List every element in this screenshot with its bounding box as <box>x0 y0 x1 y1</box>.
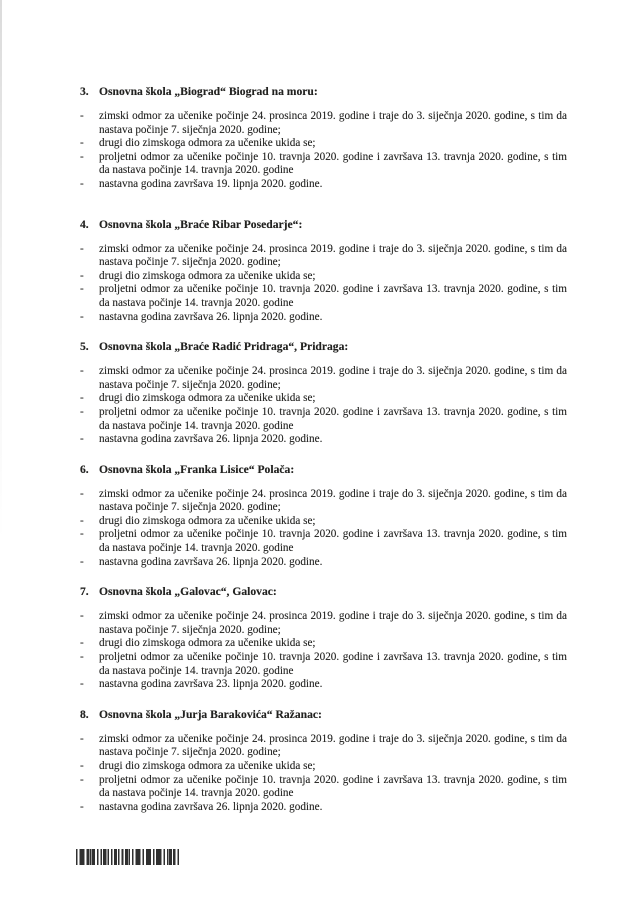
bullet-dash: - <box>80 610 84 623</box>
bullet-dash: - <box>80 310 84 323</box>
bullet-list <box>80 610 567 692</box>
bullet-item <box>80 774 567 801</box>
school-title: Osnovna škola „Franka Lisice“ Polača: <box>99 462 295 476</box>
bullet-text: zimski odmor za učenike počinje 24. prosinca 2019. godine i traje do 3. siječnja 2020. godine, s tim da nastava počinje 7. siječnja 2020. godine; <box>99 242 567 269</box>
bullet-item <box>80 801 567 815</box>
barcode-image <box>76 849 180 865</box>
bullet-text: drugi dio zimskoga odmora za učenike ukida se; <box>99 514 316 527</box>
bullet-text: proljetni odmor za učenike počinje 10. travnja 2020. godine i završava 13. travnja 2020. godine, s tim da nastava počinje 14. travnja 2020. godine <box>99 405 567 432</box>
bullet-text: proljetni odmor za učenike počinje 10. travnja 2020. godine i završava 13. travnja 2020. godine, s tim da nastava počinje 14. travnja 2020. godine <box>99 651 567 677</box>
bullet-text: nastavna godina završava 19. lipnja 2020. godine. <box>99 177 323 190</box>
school-number: 7. <box>80 585 89 599</box>
bullet-dash: - <box>80 433 84 446</box>
bullet-text: zimski odmor za učenike počinje 24. prosinca 2019. godine i traje do 3. siječnja 2020. godine, s tim da nastava počinje 7. siječnja 2020. godine; <box>99 110 567 136</box>
bullet-list <box>80 110 567 192</box>
bullet-item <box>80 733 567 760</box>
bullet-dash: - <box>80 242 84 255</box>
school-title: Osnovna škola „Jurja Barakovića“ Ražanac: <box>99 707 322 721</box>
bullet-item <box>80 243 567 270</box>
bullet-item <box>80 406 567 433</box>
school-title: Osnovna škola „Braće Ribar Posedarje“: <box>99 217 303 231</box>
bullet-text: zimski odmor za učenike počinje 24. prosinca 2019. godine i traje do 3. siječnja 2020. godine, s tim da nastava počinje 7. siječnja 2020. godine; <box>99 365 567 391</box>
bullet-item <box>80 283 567 310</box>
bullet-dash: - <box>80 637 84 650</box>
bullet-dash: - <box>80 487 84 500</box>
bullet-dash: - <box>80 269 84 282</box>
bullet-item <box>80 610 567 637</box>
school-section-6 <box>80 463 567 570</box>
bullet-item <box>80 637 567 651</box>
bullet-dash: - <box>80 137 84 150</box>
school-heading <box>80 85 567 98</box>
bullet-item <box>80 137 567 151</box>
bullet-text: nastavna godina završava 26. lipnja 2020. godine. <box>99 555 323 568</box>
school-section-3 <box>80 85 567 192</box>
bullet-dash: - <box>80 555 84 568</box>
bullet-item <box>80 178 567 192</box>
bullet-item <box>80 528 567 555</box>
bullet-text: nastavna godina završava 26. lipnja 2020. godine. <box>99 310 323 323</box>
bullet-item <box>80 760 567 774</box>
bullet-dash: - <box>80 110 84 122</box>
bullet-dash: - <box>80 392 84 405</box>
bullet-dash: - <box>80 760 84 772</box>
bullet-item <box>80 110 567 137</box>
bullet-item <box>80 515 567 529</box>
bullet-item <box>80 365 567 392</box>
bullet-list <box>80 733 567 815</box>
bullet-text: nastavna godina završava 23. lipnja 2020. godine. <box>99 678 323 691</box>
school-heading <box>80 218 567 231</box>
bullet-text: drugi dio zimskoga odmora za učenike ukida se; <box>99 637 316 650</box>
school-title: Osnovna škola „Biograd“ Biograd na moru: <box>99 85 318 98</box>
bullet-item <box>80 556 567 570</box>
bullet-text: proljetni odmor za učenike počinje 10. travnja 2020. godine i završava 13. travnja 2020. godine, s tim da nastava počinje 14. travnja 2020. godine <box>99 773 567 800</box>
school-title: Osnovna škola „Galovac“, Galovac: <box>99 585 277 599</box>
school-number: 4. <box>80 217 89 231</box>
bullet-dash: - <box>80 773 84 786</box>
bullet-dash: - <box>80 528 84 541</box>
school-section-7 <box>80 585 567 692</box>
school-number: 3. <box>80 85 89 98</box>
bullet-dash: - <box>80 365 84 378</box>
bullet-list <box>80 365 567 447</box>
school-number: 6. <box>80 462 89 476</box>
bullet-dash: - <box>80 405 84 418</box>
bullet-text: zimski odmor za učenike počinje 24. prosinca 2019. godine i traje do 3. siječnja 2020. godine, s tim da nastava počinje 7. siječnja 2020. godine; <box>99 487 567 514</box>
bullet-item <box>80 488 567 515</box>
bullet-dash: - <box>80 800 84 813</box>
school-section-5 <box>80 340 567 447</box>
document-body <box>80 85 567 830</box>
school-title: Osnovna škola „Braće Radić Pridraga“, Pridraga: <box>99 340 349 354</box>
bullet-text: zimski odmor za učenike počinje 24. prosinca 2019. godine i traje do 3. siječnja 2020. godine, s tim da nastava počinje 7. siječnja 2020. godine; <box>99 732 567 759</box>
bullet-dash: - <box>80 514 84 527</box>
bullet-item <box>80 311 567 325</box>
bullet-text: drugi dio zimskoga odmora za učenike ukida se; <box>99 760 316 772</box>
bullet-list <box>80 488 567 570</box>
scan-edge-artifact <box>0 0 2 540</box>
bullet-item <box>80 433 567 447</box>
bullet-text: zimski odmor za učenike počinje 24. prosinca 2019. godine i traje do 3. siječnja 2020. godine, s tim da nastava počinje 7. siječnja 2020. godine; <box>99 610 567 636</box>
bullet-text: nastavna godina završava 26. lipnja 2020. godine. <box>99 433 323 446</box>
bullet-dash: - <box>80 678 84 691</box>
bullet-text: drugi dio zimskoga odmora za učenike ukida se; <box>99 269 316 282</box>
school-number: 8. <box>80 707 89 721</box>
bullet-item <box>80 151 567 178</box>
school-heading <box>80 340 567 353</box>
school-section-8 <box>80 708 567 815</box>
bullet-item <box>80 270 567 284</box>
school-heading <box>80 708 567 721</box>
school-heading <box>80 585 567 598</box>
bullet-text: drugi dio zimskoga odmora za učenike ukida se; <box>99 392 316 405</box>
bullet-text: proljetni odmor za učenike počinje 10. travnja 2020. godine i završava 13. travnja 2020. godine, s tim da nastava počinje 14. travnja 2020. godine <box>99 150 567 177</box>
school-section-4 <box>80 218 567 325</box>
bullet-list <box>80 243 567 325</box>
bullet-dash: - <box>80 150 84 163</box>
school-number: 5. <box>80 340 89 354</box>
bullet-dash: - <box>80 651 84 664</box>
bullet-text: proljetni odmor za učenike počinje 10. travnja 2020. godine i završava 13. travnja 2020. godine, s tim da nastava počinje 14. travnja 2020. godine <box>99 283 567 309</box>
bullet-item <box>80 392 567 406</box>
bullet-item <box>80 651 567 678</box>
bullet-dash: - <box>80 732 84 745</box>
bullet-dash: - <box>80 177 84 190</box>
bullet-text: nastavna godina završava 26. lipnja 2020. godine. <box>99 800 323 813</box>
bullet-dash: - <box>80 283 84 296</box>
bullet-text: drugi dio zimskoga odmora za učenike ukida se; <box>99 137 316 150</box>
bullet-text: proljetni odmor za učenike počinje 10. travnja 2020. godine i završava 13. travnja 2020. godine, s tim da nastava počinje 14. travnja 2020. godine <box>99 528 567 555</box>
bullet-item <box>80 678 567 692</box>
school-heading <box>80 463 567 476</box>
